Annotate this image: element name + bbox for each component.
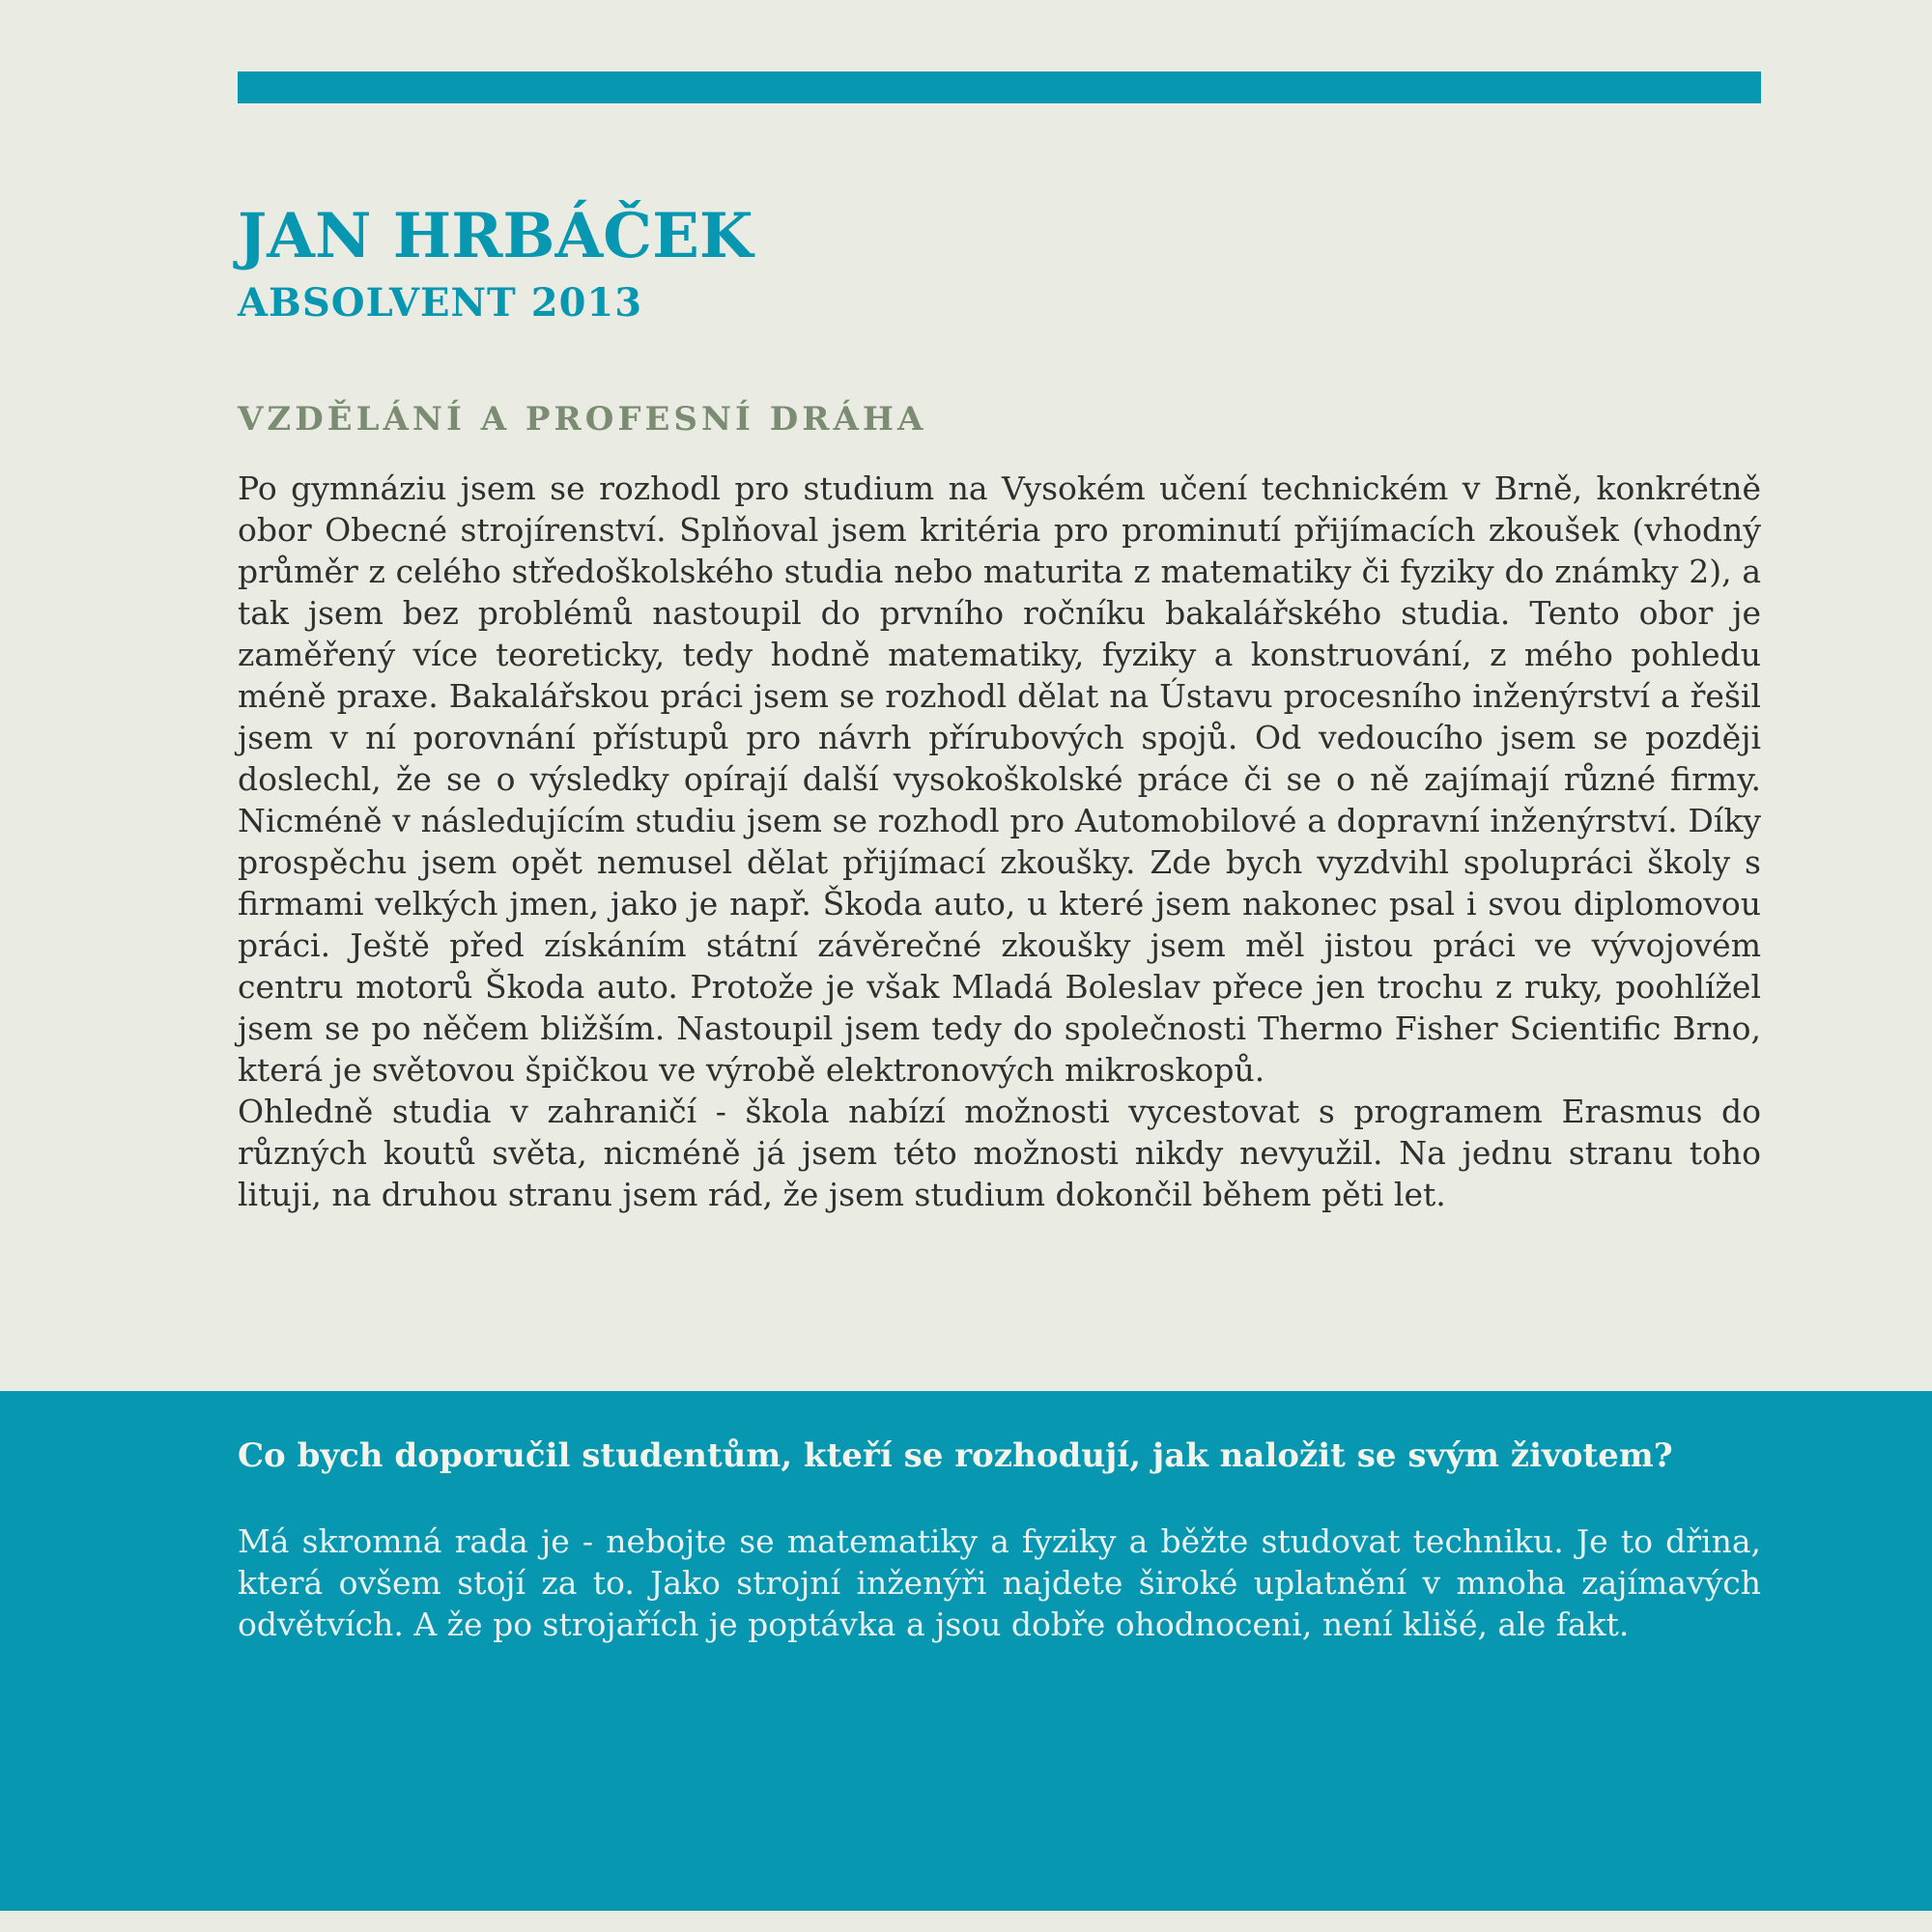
career-text [238,468,1761,1215]
section-heading: VZDĚLÁNÍ A PROFESNÍ DRÁHA [238,400,927,439]
person-name: JAN HRBÁČEK [238,200,753,272]
advice-answer: Má skromná rada je - nebojte se matematiky a fyziky a běžte studovat techniku. Je to dřina, která ovšem stojí za to. Jako strojní inženýři najdete široké uplatnění v mnoha zajímavých odvětvích. A že po strojařích je poptávka a jsou dobře ohodnoceni, není klišé, ale fakt. [238,1522,1761,1643]
top-accent-bar [238,71,1761,103]
graduate-year-subtitle: ABSOLVENT 2013 [238,280,643,326]
career-paragraph: Po gymnáziu jsem se rozhodl pro studium na Vysokém učení technickém v Brně, konkrétně obor Obecné strojírenství. Splňoval jsem kritéria pro prominutí přijímacích zkoušek (vhodný průměr z celého středoškolského studia nebo maturita z matematiky či fyziky do známky 2), a tak jsem bez problémů nastoupil do prvního ročníku bakalářského studia. Tento obor je zaměřený více teoreticky, tedy hodně matematiky, fyziky a konstruování, z mého pohledu méně praxe. Bakalářskou práci jsem se rozhodl dělat na Ústavu procesního inženýrství a řešil jsem v ní porovnání přístupů pro návrh přírubových spojů. Od vedoucího jsem se později doslechl, že se o výsledky opírají další vysokoškolské práce či se o ně zajímají různé firmy. Nicméně v následujícím studiu jsem se rozhodl pro Automobilové a dopravní inženýrství. Díky prospěchu jsem opět nemusel dělat přijímací zkoušky. Zde bych vyzdvihl spolupráci školy s firmami velkých jmen, jako je např. Škoda auto, u které jsem nakonec psal i svou diplomovou práci. Ještě před získáním státní závěrečné zkoušky jsem měl jistou práci ve vývojovém centru motorů Škoda auto. Protože je však Mladá Boleslav přece jen trochu z ruky, poohlížel jsem se po něčem bližším. Nastoupil jsem tedy do společnosti Thermo Fisher Scientific Brno, která je světovou špičkou ve výrobě elektronových mikroskopů. [238,469,1761,1089]
advice-question: Co bych doporučil studentům, kteří se rozhodují, jak naložit se svým životem? [238,1436,1673,1475]
abroad-paragraph: Ohledně studia v zahraničí - škola nabízí možnosti vycestovat s programem Erasmus do různých koutů světa, nicméně já jsem této možnosti nikdy nevyužil. Na jednu stranu toho lituji, na druhou stranu jsem rád, že jsem studium dokončil během pěti let. [238,1093,1761,1213]
